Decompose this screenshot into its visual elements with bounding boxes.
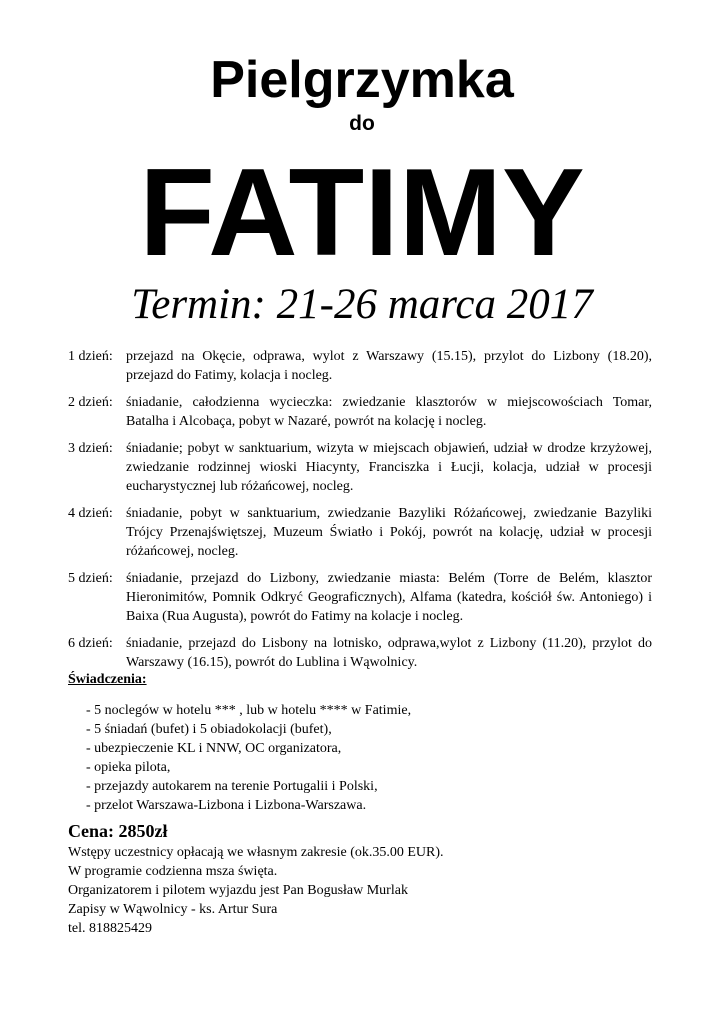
day-description: śniadanie; pobyt w sanktuarium, wizyta w miejscach objawień, udział w drodze krzyżowej, zwiedzanie rodzinnej wioski Hiacynty, Franciszka i Łucji, kolacja, udział w procesji eucharystycznej lub różańcowej, nocleg.	[126, 441, 652, 494]
day-label: 5 dzień:	[68, 571, 113, 586]
itinerary-day-3	[68, 439, 652, 496]
benefits-heading: Świadczenia:	[68, 672, 147, 687]
list-item: - 5 noclegów w hotelu *** , lub w hotelu **** w Fatimie,	[86, 703, 412, 718]
list-item: - opieka pilota,	[86, 760, 171, 775]
note-line: Wstępy uczestnicy opłacają we własnym zakresie (ok.35.00 EUR).	[68, 845, 444, 860]
itinerary-day-6	[68, 634, 652, 672]
note-line: Organizatorem i pilotem wyjazdu jest Pan Bogusław Murlak	[68, 883, 408, 898]
title-connector: do	[349, 112, 375, 135]
list-item: - przejazdy autokarem na terenie Portugalii i Polski,	[86, 779, 378, 794]
benefits-list	[86, 701, 411, 815]
list-item: - 5 śniadań (bufet) i 5 obiadokolacji (bufet),	[86, 722, 332, 737]
day-label: 2 dzień:	[68, 395, 113, 410]
day-label: 4 dzień:	[68, 506, 113, 521]
notes	[68, 843, 444, 938]
list-item: - przelot Warszawa-Lizbona i Lizbona-Warszawa.	[86, 798, 367, 813]
day-description: śniadanie, przejazd do Lizbony, zwiedzanie miasta: Belém (Torre de Belém, klasztor Hieronimitów, Pomnik Odkryć Geograficznych), Alfama (katedra, kościół św. Antoniego) i Baixa (Rua Augusta), powrót do Fatimy na kolacje i nocleg.	[126, 571, 652, 624]
note-line: Zapisy w Wąwolnicy - ks. Artur Sura	[68, 902, 278, 917]
itinerary-day-2	[68, 393, 652, 431]
itinerary	[68, 347, 652, 680]
itinerary-day-5	[68, 569, 652, 626]
day-label: 1 dzień:	[68, 349, 113, 364]
destination-title: FATIMY	[139, 144, 585, 282]
day-description: przejazd na Okęcie, odprawa, wylot z Warszawy (15.15), przylot do Lizbony (18.20), przejazd do Fatimy, kolacja i nocleg.	[126, 349, 652, 383]
phone-number: tel. 818825429	[68, 921, 152, 936]
day-label: 3 dzień:	[68, 441, 113, 456]
list-item: - ubezpieczenie KL i NNW, OC organizatora,	[86, 741, 342, 756]
day-description: śniadanie, pobyt w sanktuarium, zwiedzanie Bazyliki Różańcowej, zwiedzanie Bazyliki Trójcy Przenajświętszej, Muzeum Światło i Pokój, powrót na kolację, udział w procesji różańcowej, nocleg.	[126, 506, 652, 559]
itinerary-day-1	[68, 347, 652, 385]
price-heading: Cena: 2850zł	[68, 821, 168, 841]
term-dates: Termin: 21-26 marca 2017	[131, 281, 593, 328]
itinerary-day-4	[68, 504, 652, 561]
day-description: śniadanie, przejazd do Lisbony na lotnisko, odprawa,wylot z Lizbony (11.20), przylot do Warszawy (16.15), powrót do Lublina i Wąwolnicy.	[126, 636, 652, 670]
day-description: śniadanie, całodzienna wycieczka: zwiedzanie klasztorów w miejscowościach Tomar, Batalha i Alcobaça, pobyt w Nazaré, powrót na kolację i nocleg.	[126, 395, 652, 429]
note-line: W programie codzienna msza święta.	[68, 864, 278, 879]
page-title: Pielgrzymka	[210, 51, 514, 109]
day-label: 6 dzień:	[68, 636, 113, 651]
